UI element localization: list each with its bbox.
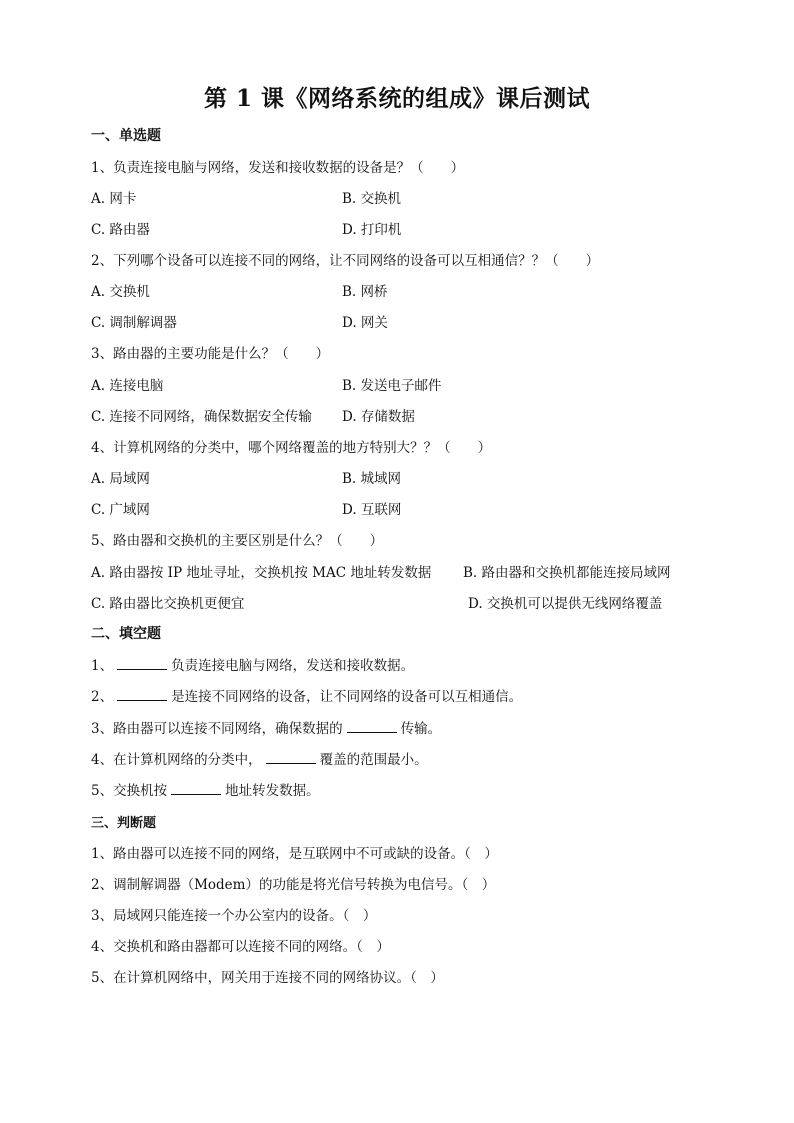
option: D. 互联网 [342, 502, 402, 518]
fill-blank-item [91, 717, 441, 737]
option: D. 存储数据 [342, 409, 415, 425]
option: C. 调制解调器 [91, 315, 177, 331]
true-false-item: 4、交换机和路由器都可以连接不同的网络。（ ） [91, 939, 390, 955]
fill-blank-item [91, 685, 522, 705]
fill-blank-prefix: 3、路由器可以连接不同网络，确保数据的 [91, 721, 343, 737]
answer-blank[interactable] [347, 720, 397, 733]
fill-blank-suffix: 负责连接电脑与网络，发送和接收数据。 [171, 658, 415, 674]
option: C. 连接不同网络，确保数据安全传输 [91, 409, 312, 425]
fill-blank-item [91, 748, 428, 768]
fill-blank-prefix: 4、在计算机网络的分类中， [91, 752, 262, 768]
option: B. 发送电子邮件 [342, 378, 442, 394]
answer-blank[interactable] [171, 782, 221, 795]
question-text: 3、路由器的主要功能是什么？（ ） [91, 346, 330, 362]
section-heading-single-choice: 一、单选题 [91, 128, 161, 144]
question-text: 5、路由器和交换机的主要区别是什么？（ ） [91, 533, 384, 549]
question-text: 1、负责连接电脑与网络，发送和接收数据的设备是？（ ） [91, 160, 465, 176]
question-text: 2、下列哪个设备可以连接不同的网络，让不同网络的设备可以互相通信？？（ ） [91, 253, 600, 269]
option: B. 城域网 [342, 471, 402, 487]
answer-blank[interactable] [266, 751, 316, 764]
option: B. 网桥 [342, 284, 388, 300]
section-heading-fill-blank: 二、填空题 [91, 626, 161, 642]
true-false-item: 1、路由器可以连接不同的网络，是互联网中不可或缺的设备。（ ） [91, 846, 498, 862]
true-false-item: 3、局域网只能连接一个办公室内的设备。（ ） [91, 908, 377, 924]
option: A. 局域网 [91, 471, 150, 487]
fill-blank-item [91, 779, 320, 799]
option: A. 连接电脑 [91, 378, 164, 394]
fill-blank-suffix: 覆盖的范围最小。 [319, 752, 428, 768]
page-title: 第 1 课《网络系统的组成》课后测试 [203, 85, 591, 112]
fill-blank-suffix: 地址转发数据。 [225, 783, 320, 799]
true-false-item: 2、调制解调器（Modem）的功能是将光信号转换为电信号。（ ） [91, 877, 496, 893]
answer-blank[interactable] [117, 657, 167, 670]
answer-blank[interactable] [117, 688, 167, 701]
option: C. 路由器 [91, 222, 150, 238]
option: A. 网卡 [91, 191, 137, 207]
option: B. 路由器和交换机都能连接局域网 [463, 565, 671, 581]
option: C. 广域网 [91, 502, 150, 518]
section-heading-true-false: 三、判断题 [91, 816, 157, 831]
fill-blank-item [91, 654, 414, 674]
option: D. 网关 [342, 315, 388, 331]
question-text: 4、计算机网络的分类中，哪个网络覆盖的地方特别大？？（ ） [91, 440, 492, 456]
fill-blank-prefix: 1、 [91, 658, 114, 674]
fill-blank-prefix: 5、交换机按 [91, 783, 168, 799]
option: D. 打印机 [342, 222, 402, 238]
true-false-item: 5、在计算机网络中，网关用于连接不同的网络协议。（ ） [91, 970, 444, 986]
fill-blank-suffix: 是连接不同网络的设备，让不同网络的设备可以互相通信。 [171, 689, 523, 705]
option: D. 交换机可以提供无线网络覆盖 [468, 596, 663, 612]
option: A. 交换机 [91, 284, 150, 300]
fill-blank-suffix: 传输。 [400, 721, 442, 737]
option: B. 交换机 [342, 191, 402, 207]
option: A. 路由器按 IP 地址寻址，交换机按 MAC 地址转发数据 [91, 565, 432, 581]
fill-blank-prefix: 2、 [91, 689, 114, 705]
option: C. 路由器比交换机更便宜 [91, 596, 245, 612]
